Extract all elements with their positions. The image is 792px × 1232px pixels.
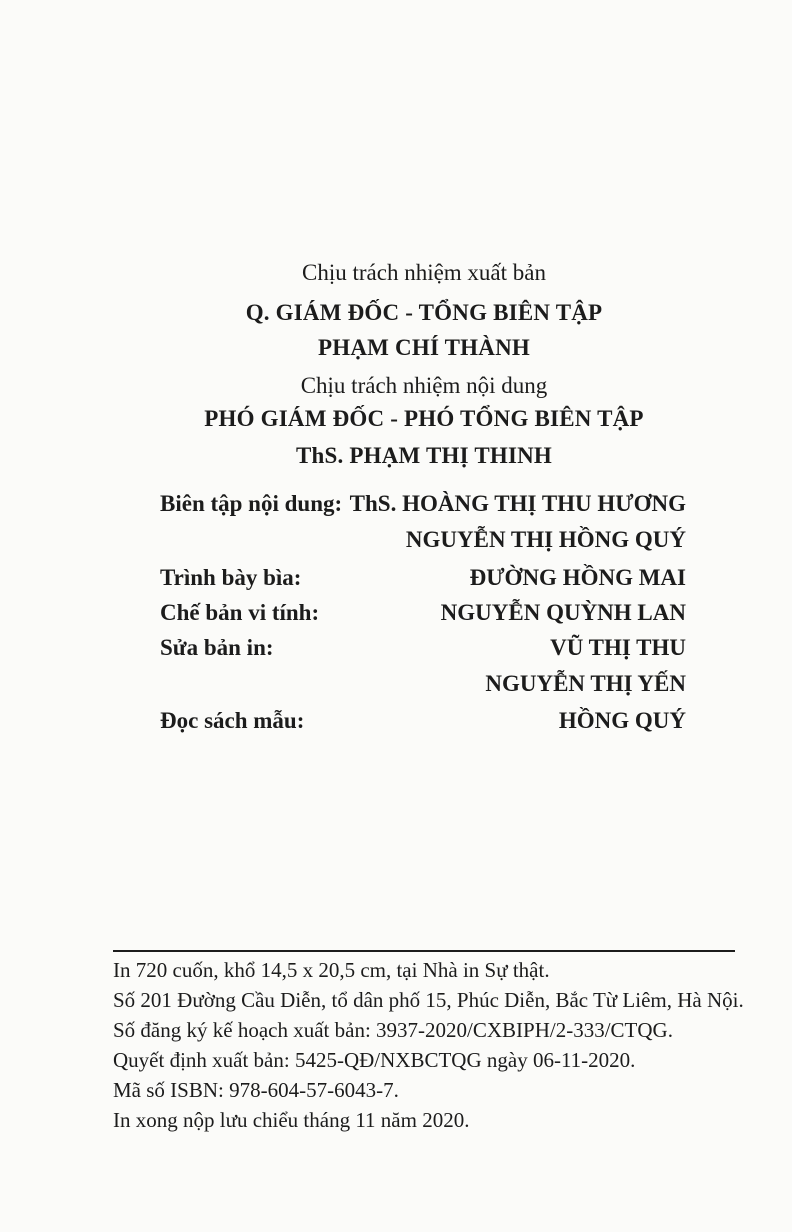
credit-label-typesetting: Chế bản vi tính:	[160, 600, 320, 625]
colophon-isbn: Mã số ISBN: 978-604-57-6043-7.	[113, 1078, 399, 1102]
credit-label-cover-design: Trình bày bìa:	[160, 565, 302, 590]
publishing-director-title: Q. GIÁM ĐỐC - TỔNG BIÊN TẬP	[245, 300, 603, 325]
credit-value-typesetting: NGUYỄN QUỲNH LAN	[440, 600, 686, 625]
colophon-address: Số 201 Đường Cầu Diễn, tổ dân phố 15, Phúc Diễn, Bắc Từ Liêm, Hà Nội.	[113, 988, 744, 1012]
colophon-decision: Quyết định xuất bản: 5425-QĐ/NXBCTQG ngày 06-11-2020.	[113, 1048, 636, 1072]
colophon-print-run: In 720 cuốn, khổ 14,5 x 20,5 cm, tại Nhà in Sự thật.	[113, 958, 550, 982]
publishing-director-name: PHẠM CHÍ THÀNH	[318, 335, 530, 360]
credit-value-cover-design: ĐƯỜNG HỒNG MAI	[469, 565, 686, 590]
credit-label-content-editor: Biên tập nội dung:	[160, 491, 343, 516]
credit-value-content-editor-1: ThS. HOÀNG THỊ THU HƯƠNG	[349, 491, 686, 516]
publishing-responsibility-heading: Chịu trách nhiệm xuất bản	[302, 260, 546, 285]
content-responsibility-heading: Chịu trách nhiệm nội dung	[300, 373, 548, 398]
content-director-title: PHÓ GIÁM ĐỐC - PHÓ TỔNG BIÊN TẬP	[204, 406, 644, 431]
content-director-name: ThS. PHẠM THỊ THINH	[295, 443, 552, 468]
colophon-registration: Số đăng ký kế hoạch xuất bản: 3937-2020/CXBIPH/2-333/CTQG.	[113, 1018, 673, 1042]
credit-value-proofreading-2: NGUYỄN THỊ YẾN	[485, 671, 686, 696]
credit-value-sample-reader: HỒNG QUÝ	[558, 708, 686, 733]
credit-value-proofreading-1: VŨ THỊ THU	[550, 635, 686, 660]
credit-label-proofreading: Sửa bản in:	[160, 635, 274, 660]
colophon-deposit: In xong nộp lưu chiểu tháng 11 năm 2020.	[113, 1108, 470, 1132]
credit-label-sample-reader: Đọc sách mẫu:	[160, 708, 305, 733]
divider-rule	[113, 950, 735, 952]
credit-value-content-editor-2: NGUYỄN THỊ HỒNG QUÝ	[405, 527, 686, 552]
